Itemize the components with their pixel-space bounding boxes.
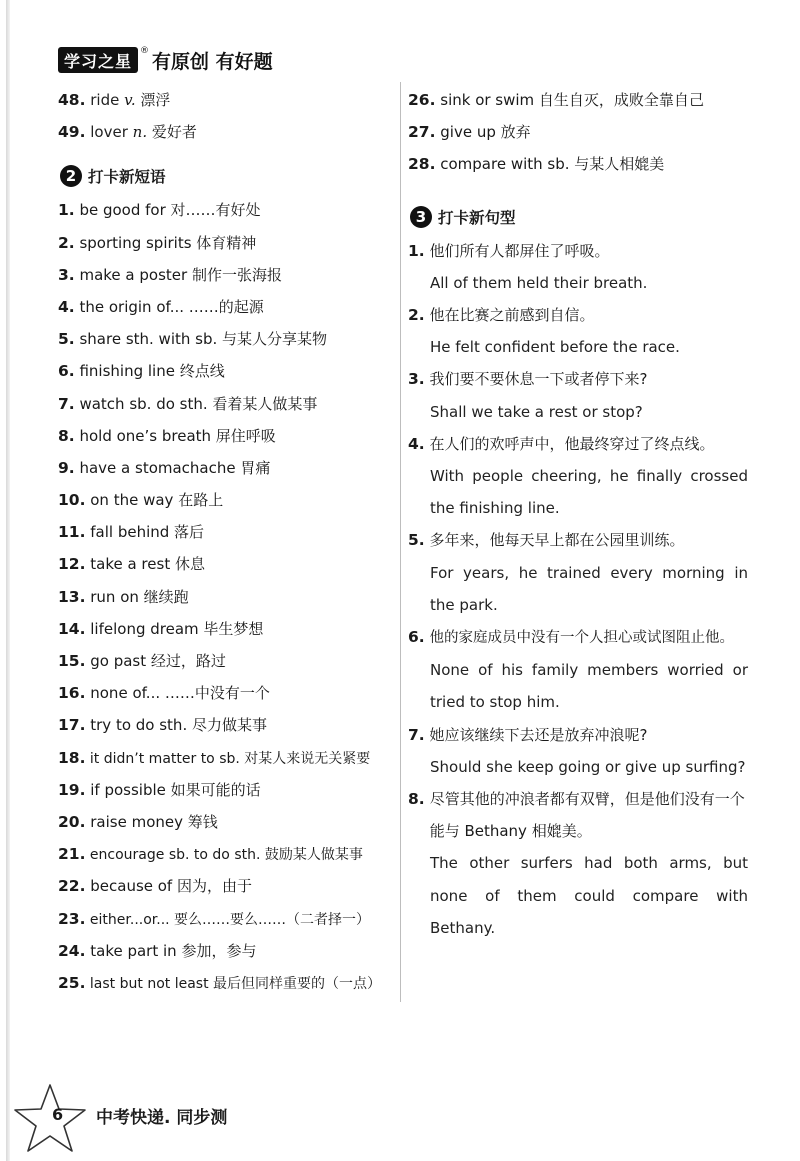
- phrase-item: [58, 613, 398, 645]
- phrase-item: [58, 355, 398, 387]
- phrase-text: sink or swim 自生自灭，成败全靠自己: [440, 91, 704, 109]
- phrase-text: give up 放弃: [440, 123, 531, 142]
- item-number: 7.: [408, 725, 425, 744]
- phrase-item: [58, 838, 398, 870]
- phrase-item: [58, 806, 398, 838]
- star-icon: [12, 1083, 88, 1153]
- phrase-item: [58, 516, 398, 548]
- column-divider: [400, 82, 401, 1002]
- item-number: 6.: [58, 362, 75, 381]
- sentence-en: Shall we take a rest or stop?: [430, 402, 643, 421]
- phrase-text: compare with sb. 与某人相媲美: [440, 155, 665, 174]
- sentence-cn: 他在比赛之前感到自信。: [429, 305, 595, 324]
- word-cn: 漂浮: [140, 91, 171, 109]
- sentence-item: [408, 719, 748, 783]
- sentence-item: [408, 783, 748, 944]
- phrase-text: lifelong dream 毕生梦想: [90, 619, 264, 638]
- item-number: 24.: [58, 941, 86, 960]
- phrase-text: on the way 在路上: [90, 491, 224, 510]
- section-header-sentences: [408, 199, 748, 235]
- phrase-text: make a poster 制作一张海报: [79, 265, 282, 284]
- section-title: 打卡新句型: [438, 208, 516, 227]
- footer: [12, 1083, 272, 1143]
- item-number: 12.: [58, 555, 86, 574]
- phrase-text: share sth. with sb. 与某人分享某物: [79, 330, 328, 349]
- sentence-cn: 多年来，他每天早上都在公园里训练。: [429, 531, 685, 550]
- phrase-item: [58, 903, 398, 935]
- item-number: 1.: [58, 201, 75, 220]
- sentence-item: [408, 621, 748, 719]
- phrase-item: [58, 323, 398, 355]
- sentence-cn: 他的家庭成员中没有一个人担心或试图阻止他。: [429, 630, 734, 646]
- phrase-text: the origin of... ……的起源: [79, 297, 264, 316]
- phrase-item: [58, 259, 398, 291]
- registered-mark: ®: [140, 46, 150, 56]
- phrase-item: [58, 967, 398, 999]
- sentence-item: [408, 235, 748, 299]
- phrase-text: sporting spirits 体育精神: [79, 233, 257, 252]
- phrase-text: run on 继续跑: [90, 587, 189, 606]
- phrase-text: hold one’s breath 屏住呼吸: [79, 426, 276, 445]
- phrase-item: [58, 677, 398, 709]
- phrase-text: take a rest 休息: [90, 555, 205, 574]
- item-number: 22.: [58, 877, 86, 896]
- phrase-text: watch sb. do sth. 看着某人做某事: [79, 394, 318, 413]
- item-number: 11.: [58, 523, 86, 542]
- page-number: 6: [52, 1105, 64, 1124]
- phrase-item: [58, 581, 398, 613]
- item-number: 23.: [58, 909, 86, 928]
- section-number-badge: 3: [410, 206, 432, 228]
- item-number: 17.: [58, 716, 86, 735]
- item-number: 26.: [408, 91, 436, 109]
- part-of-speech: n.: [132, 123, 148, 142]
- sentence-cn: 在人们的欢呼声中，他最终穿过了终点线。: [429, 434, 715, 453]
- phrase-text: none of... ……中没有一个: [90, 684, 270, 703]
- phrase-text: go past 经过，路过: [90, 652, 226, 670]
- phrase-text: it didn’t matter to sb. 对某人来说无关紧要: [89, 750, 371, 767]
- phrase-text: fall behind 落后: [90, 523, 205, 542]
- section-header-phrases: [58, 158, 398, 194]
- phrase-item: [408, 148, 748, 180]
- sentence-en: For years, he trained every morning in the park.: [430, 563, 748, 614]
- phrase-text: raise money 筹钱: [90, 812, 218, 831]
- phrase-text: finishing line 终点线: [79, 362, 225, 381]
- item-number: 5.: [408, 531, 425, 550]
- sentence-item: [408, 363, 748, 427]
- item-number: 2.: [408, 305, 425, 324]
- phrase-text: last but not least 最后但同样重要的（一点）: [89, 975, 382, 992]
- sentence-en: Should she keep going or give up surfing?: [430, 757, 746, 776]
- item-number: 25.: [58, 973, 86, 992]
- item-number: 1.: [408, 241, 425, 260]
- footer-title: 中考快递. 同步测: [96, 1108, 228, 1128]
- sentence-cn: 他们所有人都屏住了呼吸。: [429, 241, 610, 260]
- sentence-cn: 我们要不要休息一下或者停下来?: [429, 370, 648, 389]
- phrase-item: [58, 388, 398, 420]
- phrase-text: either...or... 要么……要么……（二者择一）: [89, 911, 371, 928]
- header: [58, 46, 273, 74]
- item-number: 27.: [408, 123, 436, 142]
- item-number: 7.: [58, 394, 75, 413]
- sentence-en: All of them held their breath.: [430, 273, 648, 292]
- item-number: 4.: [408, 434, 425, 453]
- phrase-item: [408, 116, 748, 148]
- item-number: 2.: [58, 233, 75, 252]
- item-number: 5.: [58, 330, 75, 349]
- item-number: 16.: [58, 684, 86, 703]
- item-number: 21.: [58, 845, 86, 864]
- phrase-text: encourage sb. to do sth. 鼓励某人做某事: [89, 847, 363, 864]
- item-number: 8.: [58, 426, 75, 445]
- book-spine: [6, 0, 10, 1161]
- section-title: 打卡新短语: [88, 168, 166, 187]
- brand-logo: 学习之星: [58, 47, 138, 73]
- phrase-item: [58, 774, 398, 806]
- phrase-item: [58, 484, 398, 516]
- sentence-item: [408, 428, 748, 525]
- phrase-item: [58, 870, 398, 902]
- phrase-item: [58, 935, 398, 967]
- phrase-text: because of 因为，由于: [90, 877, 252, 896]
- right-column: [408, 84, 748, 944]
- phrase-text: take part in 参加，参与: [90, 941, 257, 960]
- word-item: [58, 116, 398, 148]
- phrase-text: be good for 对……有好处: [79, 201, 261, 220]
- sentence-cn: 尽管其他的冲浪者都有双臂，但是他们没有一个能与 Bethany 相媲美。: [429, 790, 745, 841]
- section-number-badge: 2: [60, 165, 82, 187]
- phrase-item: [58, 227, 398, 259]
- phrase-item: [58, 548, 398, 580]
- phrase-text: have a stomachache 胃痛: [79, 458, 271, 477]
- phrase-text: if possible 如果可能的话: [90, 780, 261, 799]
- sentence-item: [408, 299, 748, 363]
- item-number: 9.: [58, 458, 75, 477]
- sentence-cn: 她应该继续下去还是放弃冲浪呢?: [429, 725, 648, 744]
- sentence-en: None of his family members worried or tried to stop him.: [430, 661, 748, 712]
- phrase-item: [58, 452, 398, 484]
- word-item: [58, 84, 398, 116]
- sentence-en: With people cheering, he finally crossed the finishing line.: [430, 466, 748, 518]
- phrase-item: [58, 645, 398, 677]
- item-number: 19.: [58, 780, 86, 799]
- item-number: 3.: [408, 370, 425, 389]
- phrase-item: [58, 194, 398, 226]
- item-number: 13.: [58, 587, 86, 606]
- item-number: 49.: [58, 123, 86, 142]
- item-number: 8.: [408, 790, 425, 809]
- word-en: lover: [90, 123, 128, 142]
- item-number: 14.: [58, 619, 86, 638]
- item-number: 18.: [58, 748, 86, 767]
- phrase-item: [58, 420, 398, 452]
- item-number: 48.: [58, 91, 86, 109]
- phrase-item: [408, 84, 748, 116]
- part-of-speech: v.: [124, 91, 136, 109]
- word-en: ride: [90, 91, 120, 109]
- phrase-item: [58, 291, 398, 323]
- slogan: 有原创 有好题: [152, 50, 273, 73]
- left-column: [58, 84, 398, 999]
- sentence-en: The other surfers had both arms, but none of them could compare with Bethany.: [430, 854, 748, 937]
- item-number: 20.: [58, 812, 86, 831]
- item-number: 6.: [408, 628, 425, 646]
- sentence-item: [408, 524, 748, 621]
- item-number: 15.: [58, 652, 86, 670]
- item-number: 4.: [58, 297, 75, 316]
- item-number: 10.: [58, 491, 86, 510]
- item-number: 28.: [408, 155, 436, 174]
- item-number: 3.: [58, 265, 75, 284]
- word-cn: 爱好者: [151, 123, 197, 142]
- phrase-item: [58, 709, 398, 741]
- phrase-item: [58, 742, 398, 774]
- phrase-text: try to do sth. 尽力做某事: [90, 716, 267, 735]
- sentence-en: He felt confident before the race.: [430, 338, 680, 357]
